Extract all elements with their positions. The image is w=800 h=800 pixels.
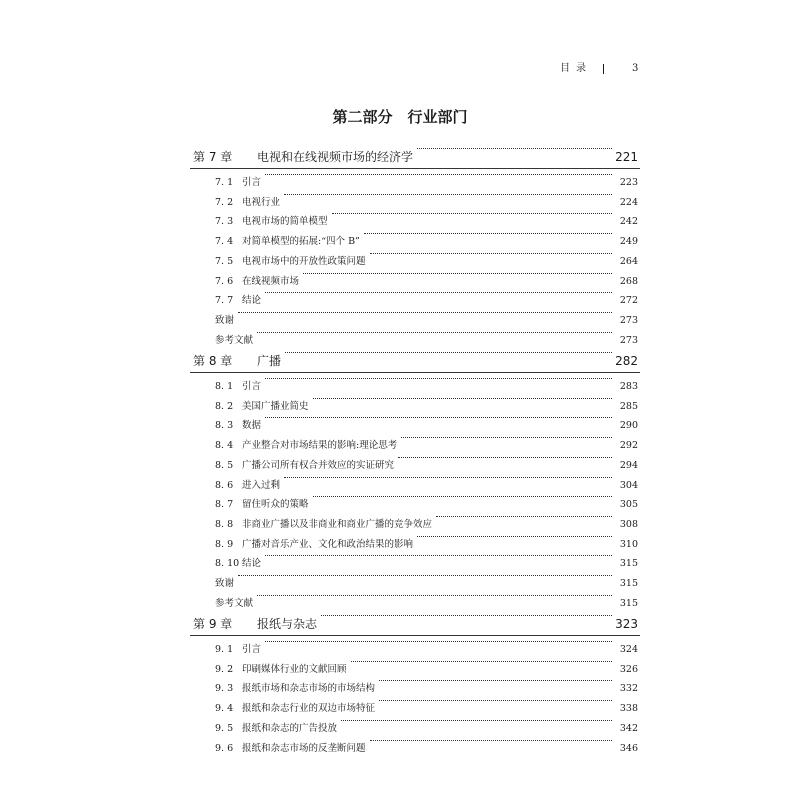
- dot-leader: [257, 332, 612, 333]
- section-page: 308: [619, 518, 638, 530]
- section-number: 7. 5: [215, 255, 234, 267]
- section-row: [0, 437, 800, 455]
- section-number: 7. 2: [215, 196, 234, 208]
- section-title: 参考文献: [215, 334, 254, 346]
- section-number: 9. 1: [215, 644, 234, 655]
- dot-leader: [370, 253, 612, 254]
- chapter-title: 广播: [257, 354, 282, 368]
- section-title: 电视市场的简单模型: [242, 216, 328, 228]
- section-number: 8. 8: [215, 518, 234, 530]
- dot-leader: [401, 437, 612, 438]
- section-row: [0, 253, 800, 271]
- section-page: 332: [619, 683, 638, 695]
- chapter-title: 电视和在线视频市场的经济学: [257, 150, 414, 164]
- dot-leader: [364, 233, 612, 234]
- section-page: 224: [619, 196, 638, 208]
- section-row: [0, 417, 800, 435]
- section-title: 在线视频市场: [242, 275, 300, 287]
- dot-leader: [257, 595, 612, 596]
- section-row: [0, 174, 800, 192]
- section-row: [0, 516, 800, 534]
- chapter-row: [0, 615, 800, 633]
- section-page: 273: [619, 334, 638, 346]
- dot-leader: [303, 273, 612, 274]
- dot-leader: [379, 680, 612, 681]
- section-row: [0, 496, 800, 514]
- section-number: 8. 4: [215, 440, 234, 452]
- chapter-row: [0, 148, 800, 166]
- section-row: [0, 700, 800, 718]
- dot-leader: [321, 615, 612, 616]
- section-page: 242: [619, 216, 638, 228]
- chapter-rule: [190, 168, 640, 169]
- section-page: 272: [619, 295, 638, 307]
- dot-leader: [341, 720, 612, 721]
- dot-leader: [379, 700, 612, 701]
- section-title: 引言: [242, 381, 262, 392]
- section-page: 338: [619, 703, 638, 715]
- section-title: 广播公司所有权合并效应的实证研究: [242, 459, 395, 471]
- chapter-number: 第 9 章: [193, 617, 233, 631]
- section-title: 报纸和杂志行业的双边市场特征: [242, 703, 376, 715]
- header-page-number: 3: [632, 63, 639, 74]
- dot-leader: [285, 352, 612, 353]
- dot-leader: [351, 661, 612, 662]
- dot-leader: [332, 213, 612, 214]
- section-row: [0, 378, 800, 396]
- section-page: 315: [619, 578, 638, 589]
- chapter-row: [0, 352, 800, 370]
- section-row: [0, 720, 800, 738]
- dot-leader: [265, 417, 612, 418]
- section-number: 9. 3: [215, 683, 234, 695]
- section-number: 9. 4: [215, 703, 234, 715]
- chapter-page: 221: [615, 150, 638, 164]
- section-row: [0, 213, 800, 231]
- section-number: 7. 1: [215, 177, 234, 188]
- section-row: [0, 740, 800, 758]
- section-page: 315: [619, 597, 638, 609]
- section-row: [0, 477, 800, 495]
- section-number: 8. 9: [215, 538, 234, 550]
- section-page: 346: [619, 742, 638, 754]
- section-page: 273: [619, 314, 638, 326]
- section-title: 电视行业: [242, 196, 281, 208]
- section-page: 326: [619, 663, 638, 675]
- section-title: 美国广播业简史: [242, 400, 309, 412]
- header-title: 目录: [560, 63, 592, 74]
- section-title: 引言: [242, 177, 262, 188]
- section-page: 294: [619, 459, 638, 471]
- section-title: 非商业广播以及非商业和商业广播的竞争效应: [242, 518, 433, 530]
- section-row: [0, 292, 800, 310]
- chapter-rule: [190, 372, 640, 373]
- dot-leader: [265, 555, 612, 556]
- section-number: 8. 3: [215, 420, 234, 432]
- section-title: 报纸和杂志市场的反垄断问题: [242, 742, 366, 754]
- section-row: [0, 457, 800, 475]
- section-title: 数据: [242, 420, 262, 432]
- section-row: [0, 233, 800, 251]
- section-title: 报纸市场和杂志市场的市场结构: [242, 683, 376, 695]
- section-row: [0, 273, 800, 291]
- dot-leader: [313, 398, 612, 399]
- chapter-number: 第 8 章: [193, 354, 233, 368]
- section-page: 315: [619, 558, 638, 570]
- section-page: 342: [619, 722, 638, 734]
- dot-leader: [417, 148, 612, 149]
- section-title: 对简单模型的拓展:“四个 B”: [242, 236, 360, 248]
- dot-leader: [238, 312, 612, 313]
- dot-leader: [417, 536, 612, 537]
- dot-leader: [284, 477, 612, 478]
- chapter-page: 323: [615, 617, 638, 631]
- dot-leader: [398, 457, 612, 458]
- dot-leader: [265, 378, 612, 379]
- section-number: 7. 7: [215, 295, 234, 307]
- dot-leader: [284, 194, 612, 195]
- dot-leader: [265, 292, 612, 293]
- section-title: 广播对音乐产业、文化和政治结果的影响: [242, 538, 414, 550]
- section-row: [0, 575, 800, 593]
- section-title: 印刷媒体行业的文献回顾: [242, 663, 347, 675]
- section-title: 电视市场中的开放性政策问题: [242, 255, 366, 267]
- section-page: 310: [619, 538, 638, 550]
- dot-leader: [238, 575, 612, 576]
- part-title: 第二部分 行业部门: [332, 108, 468, 126]
- section-row: [0, 536, 800, 554]
- section-page: 268: [619, 275, 638, 287]
- section-title: 致谢: [215, 314, 235, 326]
- dot-leader: [436, 516, 612, 517]
- section-number: 8. 2: [215, 400, 234, 412]
- section-title: 留住听众的策略: [242, 499, 309, 511]
- dot-leader: [265, 641, 612, 642]
- section-page: 264: [619, 255, 638, 267]
- section-row: [0, 595, 800, 613]
- section-page: 305: [619, 499, 638, 511]
- section-number: 9. 6: [215, 742, 234, 754]
- section-number: 9. 2: [215, 663, 234, 675]
- chapter-page: 282: [615, 354, 638, 368]
- section-title: 结论: [242, 558, 262, 570]
- section-number: 8. 1: [215, 381, 234, 392]
- section-title: 报纸和杂志的广告投放: [242, 722, 338, 734]
- section-number: 8. 5: [215, 459, 234, 471]
- section-page: 290: [619, 420, 638, 432]
- section-number: 8. 10: [215, 558, 240, 570]
- section-page: 292: [619, 440, 638, 452]
- section-row: [0, 661, 800, 679]
- section-title: 产业整合对市场结果的影响:理论思考: [242, 440, 398, 452]
- section-row: [0, 194, 800, 212]
- section-number: 7. 3: [215, 216, 234, 228]
- dot-leader: [265, 174, 612, 175]
- chapter-number: 第 7 章: [193, 150, 233, 164]
- section-title: 结论: [242, 295, 262, 307]
- section-row: [0, 555, 800, 573]
- section-page: 223: [619, 177, 638, 188]
- chapter-title: 报纸与杂志: [257, 617, 318, 631]
- section-row: [0, 680, 800, 698]
- section-page: 324: [619, 644, 638, 655]
- section-row: [0, 641, 800, 659]
- section-number: 7. 6: [215, 275, 234, 287]
- chapter-rule: [190, 635, 640, 636]
- section-title: 参考文献: [215, 597, 254, 609]
- section-page: 304: [619, 479, 638, 491]
- section-row: [0, 332, 800, 350]
- section-number: 9. 5: [215, 722, 234, 734]
- section-page: 285: [619, 400, 638, 412]
- section-page: 249: [619, 236, 638, 248]
- section-title: 致谢: [215, 578, 235, 589]
- section-number: 7. 4: [215, 236, 234, 248]
- dot-leader: [370, 740, 612, 741]
- section-title: 进入过剩: [242, 479, 281, 491]
- section-page: 283: [619, 381, 638, 392]
- section-number: 8. 7: [215, 499, 234, 511]
- section-number: 8. 6: [215, 479, 234, 491]
- section-row: [0, 398, 800, 416]
- section-title: 引言: [242, 644, 262, 655]
- dot-leader: [313, 496, 612, 497]
- section-row: [0, 312, 800, 330]
